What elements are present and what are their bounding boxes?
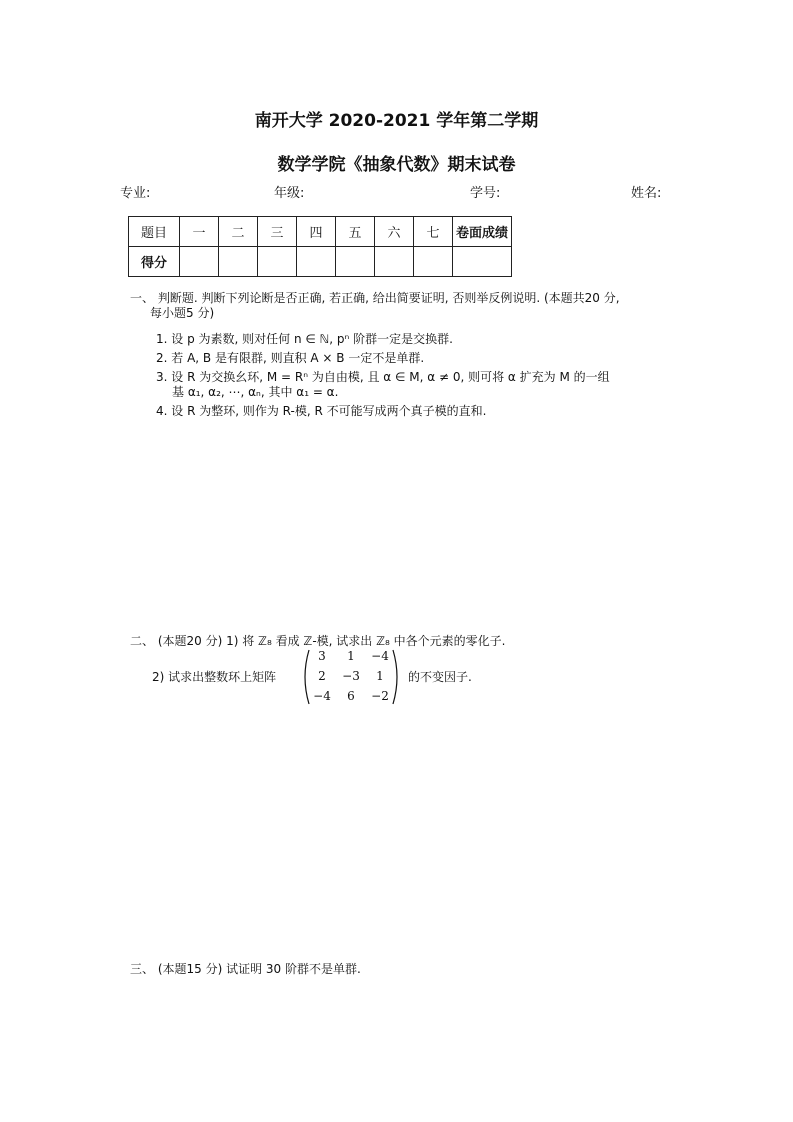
- matrix-entry: −2: [371, 689, 389, 703]
- score-cell[interactable]: [297, 247, 336, 277]
- score-cell[interactable]: [258, 247, 297, 277]
- matrix-entry: −3: [342, 669, 360, 683]
- matrix-entry: 6: [347, 689, 355, 703]
- score-cell[interactable]: [180, 247, 219, 277]
- q1-item: 1. 设 p 为素数, 则对任何 n ∈ ℕ, pⁿ 阶群一定是交换群.: [156, 332, 453, 346]
- q1-item: 3. 设 R 为交换幺环, M = Rⁿ 为自由模, 且 α ∈ M, α ≠ 0, 则可将 α 扩充为 M 的一组: [156, 370, 610, 384]
- score-cell[interactable]: [453, 247, 512, 277]
- score-table-header-cell: 卷面成绩: [453, 217, 512, 247]
- q3-line: 三、 (本题15 分) 试证明 30 阶群不是单群.: [130, 962, 361, 976]
- score-cell[interactable]: [219, 247, 258, 277]
- score-table-score-row: [129, 247, 512, 277]
- score-table-header-row: [129, 217, 512, 247]
- exam-title: 南开大学 2020-2021 学年第二学期: [254, 111, 539, 131]
- matrix: [302, 648, 400, 706]
- score-table-header-cell: 五: [336, 217, 375, 247]
- matrix-entry: 1: [347, 649, 355, 663]
- score-table-header-cell: 三: [258, 217, 297, 247]
- q2-part1: 二、 (本题20 分) 1) 将 ℤ₈ 看成 ℤ-模, 试求出 ℤ₈ 中各个元素的零化子.: [130, 634, 506, 648]
- score-cell[interactable]: [336, 247, 375, 277]
- matrix-entry: 2: [318, 669, 326, 683]
- score-table: [128, 216, 512, 277]
- q1-item: 4. 设 R 为整环, 则作为 R-模, R 不可能写成两个真子模的直和.: [156, 404, 487, 418]
- matrix-entry: 1: [376, 669, 384, 683]
- q2-part2-suffix: 的不变因子.: [408, 670, 472, 684]
- matrix-entry: 3: [318, 649, 326, 663]
- matrix-entry: −4: [371, 649, 389, 663]
- score-table-header-cell: 七: [414, 217, 453, 247]
- q1-item-cont: 基 α₁, α₂, ⋯, αₙ, 其中 α₁ = α.: [172, 385, 339, 399]
- score-table-header-cell: 一: [180, 217, 219, 247]
- q1-heading-cont: 每小题5 分): [150, 306, 215, 320]
- score-table-header-cell: 四: [297, 217, 336, 247]
- score-cell[interactable]: [414, 247, 453, 277]
- q1-item: 2. 若 A, B 是有限群, 则直积 A × B 一定不是单群.: [156, 351, 425, 365]
- score-table-header-cell: 二: [219, 217, 258, 247]
- exam-subtitle: 数学学院《抽象代数》期末试卷: [277, 155, 516, 175]
- major-label: 专业:: [120, 186, 151, 201]
- name-label: 姓名:: [631, 186, 662, 201]
- score-table-header-cell: 题目: [129, 217, 180, 247]
- score-table-header-cell: 六: [375, 217, 414, 247]
- q1-heading: 一、 判断题. 判断下列论断是否正确, 若正确, 给出简要证明, 否则举反例说明. (本题共20 分,: [130, 291, 620, 305]
- matrix-entry: −4: [313, 689, 331, 703]
- student-id-label: 学号:: [470, 186, 501, 201]
- grade-label: 年级:: [274, 186, 305, 201]
- q2-part2-prefix: 2) 试求出整数环上矩阵: [152, 670, 277, 684]
- score-row-label: 得分: [129, 247, 180, 277]
- score-cell[interactable]: [375, 247, 414, 277]
